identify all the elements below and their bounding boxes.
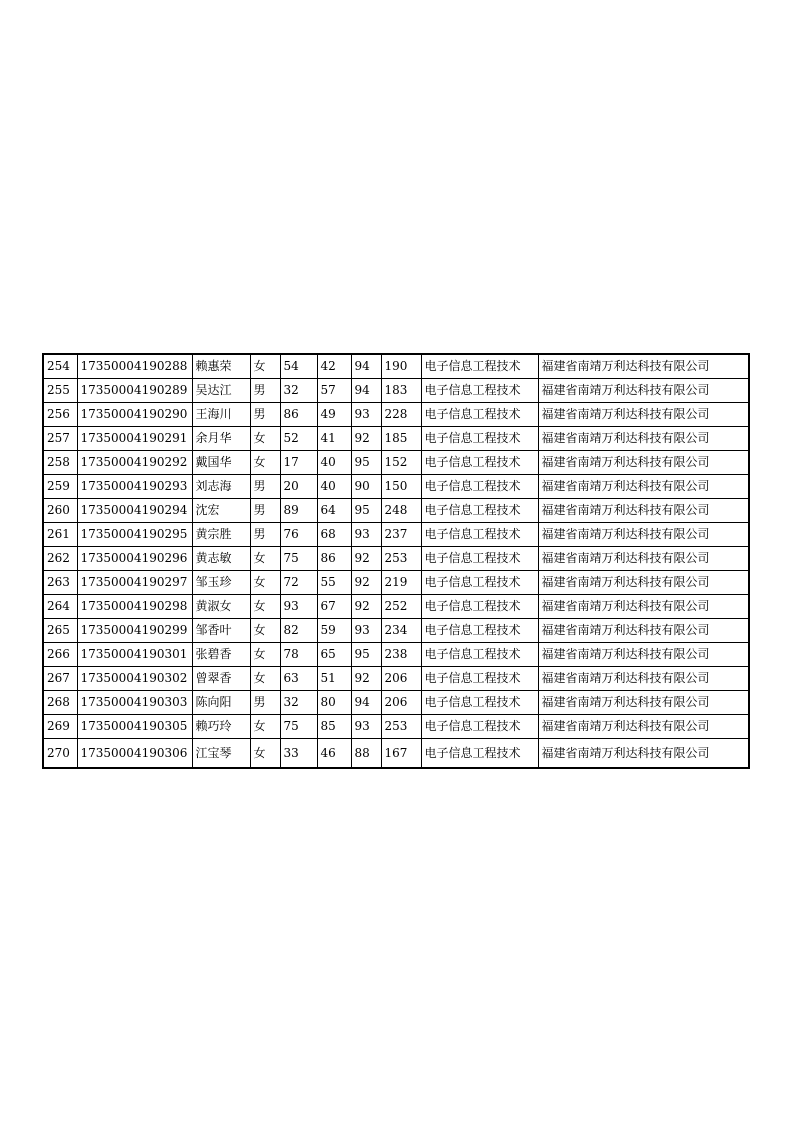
gender-cell: 男 <box>250 379 280 403</box>
major-cell: 电子信息工程技术 <box>421 427 538 451</box>
major-cell: 电子信息工程技术 <box>421 595 538 619</box>
total-score-cell: 152 <box>381 451 421 475</box>
total-score-cell: 219 <box>381 571 421 595</box>
seq-number-cell: 255 <box>43 379 77 403</box>
company-cell: 福建省南靖万利达科技有限公司 <box>538 619 749 643</box>
gender-cell: 女 <box>250 643 280 667</box>
gender-cell: 男 <box>250 691 280 715</box>
name-cell: 黄志敏 <box>192 547 250 571</box>
company-cell: 福建省南靖万利达科技有限公司 <box>538 571 749 595</box>
score-2-cell: 80 <box>317 691 351 715</box>
seq-number-cell: 268 <box>43 691 77 715</box>
table-row <box>43 451 749 475</box>
score-1-cell: 20 <box>280 475 317 499</box>
seq-number-cell: 263 <box>43 571 77 595</box>
total-score-cell: 183 <box>381 379 421 403</box>
score-3-cell: 95 <box>351 643 381 667</box>
company-cell: 福建省南靖万利达科技有限公司 <box>538 595 749 619</box>
score-3-cell: 95 <box>351 451 381 475</box>
seq-number-cell: 258 <box>43 451 77 475</box>
total-score-cell: 150 <box>381 475 421 499</box>
total-score-cell: 248 <box>381 499 421 523</box>
table-row <box>43 619 749 643</box>
score-3-cell: 93 <box>351 523 381 547</box>
seq-number-cell: 261 <box>43 523 77 547</box>
score-2-cell: 57 <box>317 379 351 403</box>
exam-id-cell: 17350004190303 <box>77 691 192 715</box>
seq-number-cell: 264 <box>43 595 77 619</box>
score-1-cell: 75 <box>280 715 317 739</box>
name-cell: 赖巧玲 <box>192 715 250 739</box>
score-1-cell: 32 <box>280 691 317 715</box>
gender-cell: 男 <box>250 475 280 499</box>
score-3-cell: 94 <box>351 354 381 379</box>
major-cell: 电子信息工程技术 <box>421 523 538 547</box>
table-row <box>43 547 749 571</box>
gender-cell: 女 <box>250 667 280 691</box>
name-cell: 王海川 <box>192 403 250 427</box>
name-cell: 曾翠香 <box>192 667 250 691</box>
total-score-cell: 234 <box>381 619 421 643</box>
exam-id-cell: 17350004190290 <box>77 403 192 427</box>
score-table <box>42 353 750 769</box>
name-cell: 戴国华 <box>192 451 250 475</box>
company-cell: 福建省南靖万利达科技有限公司 <box>538 451 749 475</box>
score-1-cell: 86 <box>280 403 317 427</box>
exam-id-cell: 17350004190295 <box>77 523 192 547</box>
table-row <box>43 523 749 547</box>
seq-number-cell: 256 <box>43 403 77 427</box>
company-cell: 福建省南靖万利达科技有限公司 <box>538 427 749 451</box>
exam-id-cell: 17350004190306 <box>77 739 192 769</box>
exam-id-cell: 17350004190298 <box>77 595 192 619</box>
exam-id-cell: 17350004190296 <box>77 547 192 571</box>
score-2-cell: 55 <box>317 571 351 595</box>
score-2-cell: 68 <box>317 523 351 547</box>
table-row <box>43 427 749 451</box>
total-score-cell: 206 <box>381 667 421 691</box>
name-cell: 吴达江 <box>192 379 250 403</box>
company-cell: 福建省南靖万利达科技有限公司 <box>538 691 749 715</box>
company-cell: 福建省南靖万利达科技有限公司 <box>538 667 749 691</box>
company-cell: 福建省南靖万利达科技有限公司 <box>538 547 749 571</box>
company-cell: 福建省南靖万利达科技有限公司 <box>538 739 749 769</box>
gender-cell: 女 <box>250 619 280 643</box>
score-3-cell: 93 <box>351 715 381 739</box>
major-cell: 电子信息工程技术 <box>421 643 538 667</box>
table-row <box>43 354 749 379</box>
score-2-cell: 40 <box>317 475 351 499</box>
name-cell: 张碧香 <box>192 643 250 667</box>
score-3-cell: 90 <box>351 475 381 499</box>
company-cell: 福建省南靖万利达科技有限公司 <box>538 715 749 739</box>
score-2-cell: 65 <box>317 643 351 667</box>
table-row <box>43 715 749 739</box>
gender-cell: 男 <box>250 403 280 427</box>
gender-cell: 女 <box>250 739 280 769</box>
major-cell: 电子信息工程技术 <box>421 547 538 571</box>
table-row <box>43 691 749 715</box>
score-2-cell: 41 <box>317 427 351 451</box>
major-cell: 电子信息工程技术 <box>421 739 538 769</box>
seq-number-cell: 265 <box>43 619 77 643</box>
major-cell: 电子信息工程技术 <box>421 619 538 643</box>
table-row <box>43 475 749 499</box>
name-cell: 陈向阳 <box>192 691 250 715</box>
gender-cell: 女 <box>250 595 280 619</box>
score-2-cell: 49 <box>317 403 351 427</box>
name-cell: 沈宏 <box>192 499 250 523</box>
company-cell: 福建省南靖万利达科技有限公司 <box>538 499 749 523</box>
score-2-cell: 85 <box>317 715 351 739</box>
seq-number-cell: 269 <box>43 715 77 739</box>
score-1-cell: 17 <box>280 451 317 475</box>
score-3-cell: 92 <box>351 595 381 619</box>
total-score-cell: 238 <box>381 643 421 667</box>
score-2-cell: 51 <box>317 667 351 691</box>
major-cell: 电子信息工程技术 <box>421 451 538 475</box>
score-2-cell: 59 <box>317 619 351 643</box>
score-3-cell: 93 <box>351 403 381 427</box>
score-3-cell: 93 <box>351 619 381 643</box>
score-2-cell: 67 <box>317 595 351 619</box>
gender-cell: 女 <box>250 547 280 571</box>
score-2-cell: 40 <box>317 451 351 475</box>
total-score-cell: 253 <box>381 715 421 739</box>
total-score-cell: 167 <box>381 739 421 769</box>
table-row <box>43 595 749 619</box>
gender-cell: 女 <box>250 451 280 475</box>
score-1-cell: 75 <box>280 547 317 571</box>
major-cell: 电子信息工程技术 <box>421 667 538 691</box>
company-cell: 福建省南靖万利达科技有限公司 <box>538 379 749 403</box>
total-score-cell: 185 <box>381 427 421 451</box>
table-row <box>43 643 749 667</box>
exam-id-cell: 17350004190305 <box>77 715 192 739</box>
exam-id-cell: 17350004190288 <box>77 354 192 379</box>
score-1-cell: 54 <box>280 354 317 379</box>
gender-cell: 女 <box>250 354 280 379</box>
exam-id-cell: 17350004190292 <box>77 451 192 475</box>
major-cell: 电子信息工程技术 <box>421 499 538 523</box>
score-1-cell: 72 <box>280 571 317 595</box>
table-body <box>43 354 749 768</box>
table-row <box>43 571 749 595</box>
company-cell: 福建省南靖万利达科技有限公司 <box>538 403 749 427</box>
name-cell: 江宝琴 <box>192 739 250 769</box>
score-1-cell: 89 <box>280 499 317 523</box>
score-3-cell: 92 <box>351 571 381 595</box>
score-1-cell: 32 <box>280 379 317 403</box>
score-3-cell: 95 <box>351 499 381 523</box>
exam-id-cell: 17350004190291 <box>77 427 192 451</box>
score-3-cell: 92 <box>351 427 381 451</box>
gender-cell: 女 <box>250 427 280 451</box>
exam-id-cell: 17350004190294 <box>77 499 192 523</box>
company-cell: 福建省南靖万利达科技有限公司 <box>538 475 749 499</box>
major-cell: 电子信息工程技术 <box>421 354 538 379</box>
seq-number-cell: 267 <box>43 667 77 691</box>
score-2-cell: 46 <box>317 739 351 769</box>
exam-id-cell: 17350004190289 <box>77 379 192 403</box>
gender-cell: 男 <box>250 499 280 523</box>
table-row <box>43 667 749 691</box>
seq-number-cell: 262 <box>43 547 77 571</box>
name-cell: 邹香叶 <box>192 619 250 643</box>
major-cell: 电子信息工程技术 <box>421 403 538 427</box>
score-3-cell: 88 <box>351 739 381 769</box>
major-cell: 电子信息工程技术 <box>421 715 538 739</box>
name-cell: 邹玉珍 <box>192 571 250 595</box>
score-2-cell: 86 <box>317 547 351 571</box>
table-row <box>43 499 749 523</box>
score-2-cell: 64 <box>317 499 351 523</box>
company-cell: 福建省南靖万利达科技有限公司 <box>538 643 749 667</box>
total-score-cell: 228 <box>381 403 421 427</box>
gender-cell: 女 <box>250 571 280 595</box>
seq-number-cell: 259 <box>43 475 77 499</box>
exam-id-cell: 17350004190297 <box>77 571 192 595</box>
score-1-cell: 52 <box>280 427 317 451</box>
table-row <box>43 739 749 769</box>
score-3-cell: 92 <box>351 667 381 691</box>
major-cell: 电子信息工程技术 <box>421 475 538 499</box>
seq-number-cell: 270 <box>43 739 77 769</box>
score-1-cell: 33 <box>280 739 317 769</box>
name-cell: 赖惠荣 <box>192 354 250 379</box>
table-row <box>43 403 749 427</box>
gender-cell: 女 <box>250 715 280 739</box>
score-1-cell: 82 <box>280 619 317 643</box>
exam-id-cell: 17350004190301 <box>77 643 192 667</box>
total-score-cell: 253 <box>381 547 421 571</box>
table-row <box>43 379 749 403</box>
total-score-cell: 206 <box>381 691 421 715</box>
gender-cell: 男 <box>250 523 280 547</box>
total-score-cell: 237 <box>381 523 421 547</box>
major-cell: 电子信息工程技术 <box>421 571 538 595</box>
major-cell: 电子信息工程技术 <box>421 691 538 715</box>
company-cell: 福建省南靖万利达科技有限公司 <box>538 523 749 547</box>
seq-number-cell: 260 <box>43 499 77 523</box>
seq-number-cell: 266 <box>43 643 77 667</box>
name-cell: 刘志海 <box>192 475 250 499</box>
score-3-cell: 92 <box>351 547 381 571</box>
score-1-cell: 93 <box>280 595 317 619</box>
total-score-cell: 190 <box>381 354 421 379</box>
score-1-cell: 78 <box>280 643 317 667</box>
name-cell: 余月华 <box>192 427 250 451</box>
seq-number-cell: 254 <box>43 354 77 379</box>
exam-id-cell: 17350004190293 <box>77 475 192 499</box>
seq-number-cell: 257 <box>43 427 77 451</box>
score-2-cell: 42 <box>317 354 351 379</box>
score-1-cell: 63 <box>280 667 317 691</box>
score-3-cell: 94 <box>351 691 381 715</box>
exam-id-cell: 17350004190302 <box>77 667 192 691</box>
name-cell: 黄淑女 <box>192 595 250 619</box>
score-3-cell: 94 <box>351 379 381 403</box>
score-1-cell: 76 <box>280 523 317 547</box>
company-cell: 福建省南靖万利达科技有限公司 <box>538 354 749 379</box>
name-cell: 黄宗胜 <box>192 523 250 547</box>
major-cell: 电子信息工程技术 <box>421 379 538 403</box>
total-score-cell: 252 <box>381 595 421 619</box>
exam-id-cell: 17350004190299 <box>77 619 192 643</box>
